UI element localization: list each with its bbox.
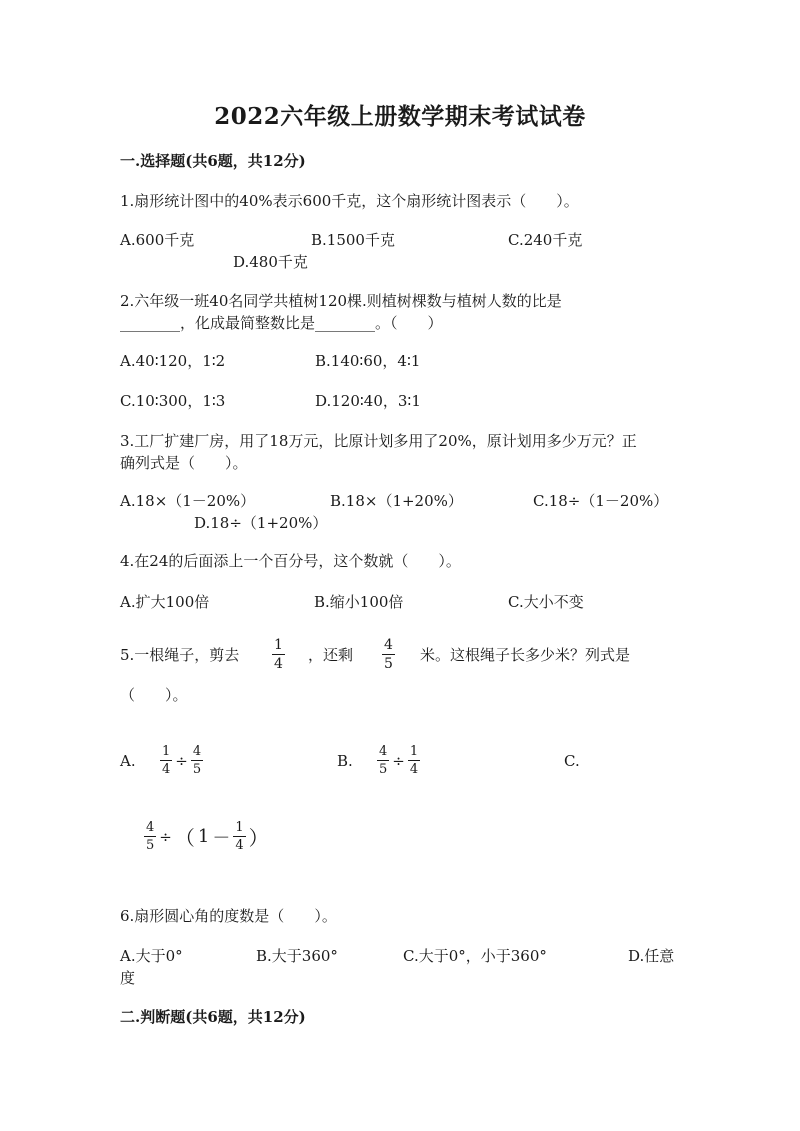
q5-fraction-four-fifths bbox=[382, 638, 395, 671]
q3-option-b: B.18×（1+20%） bbox=[330, 492, 463, 510]
section-1-heading: 一.选择题(共6题，共12分) bbox=[120, 152, 306, 170]
fraction-denominator: 4 bbox=[235, 838, 244, 853]
minus-sign: － bbox=[212, 827, 231, 849]
q1-option-d: D.480千克 bbox=[233, 253, 308, 271]
question-6: 6.扇形圆心角的度数是（ ）。 bbox=[120, 907, 337, 925]
section-2-heading: 二.判断题(共6题，共12分) bbox=[120, 1008, 306, 1026]
q3-option-d: D.18÷（1+20%） bbox=[194, 514, 328, 532]
question-3-line-1: 3.工厂扩建厂房，用了18万元，比原计划多用了20%，原计划用多少万元？正 bbox=[120, 432, 637, 450]
question-1: 1.扇形统计图中的40%表示600千克，这个扇形统计图表示（ ）。 bbox=[120, 192, 579, 210]
fraction bbox=[408, 745, 420, 776]
q6-option-d: D.任意 bbox=[628, 947, 675, 965]
question-5-line-2: （ ）。 bbox=[120, 686, 188, 704]
page-title: 2022六年级上册数学期末考试试卷 bbox=[214, 103, 586, 130]
q2-option-a: A.40∶120，1∶2 bbox=[120, 352, 226, 370]
left-paren: （ bbox=[174, 826, 195, 850]
q1-option-c: C.240千克 bbox=[508, 231, 583, 249]
q4-option-c: C.大小不变 bbox=[508, 593, 584, 611]
fraction bbox=[191, 745, 203, 776]
fraction bbox=[233, 821, 245, 852]
question-5-part-1: 5.一根绳子，剪去 bbox=[120, 646, 240, 664]
right-paren: ） bbox=[248, 826, 269, 850]
q1-option-b: B.1500千克 bbox=[311, 231, 395, 249]
question-2-line-2: ________，化成最简整数比是________。（ ） bbox=[120, 314, 443, 332]
q5-option-b-expression bbox=[377, 745, 420, 776]
question-4: 4.在24的后面添上一个百分号，这个数就（ ）。 bbox=[120, 552, 461, 570]
q6-option-c: C.大于0°，小于360° bbox=[403, 947, 547, 965]
q5-option-a-label: A. bbox=[120, 752, 136, 770]
fraction-numerator: 1 bbox=[409, 744, 419, 759]
q1-option-a: A.600千克 bbox=[120, 231, 195, 249]
fraction bbox=[144, 821, 156, 852]
number-one: 1 bbox=[197, 826, 210, 847]
fraction-denominator: 4 bbox=[162, 762, 171, 777]
fraction-denominator: 5 bbox=[384, 656, 393, 672]
fraction-numerator: 4 bbox=[384, 637, 393, 653]
fraction-denominator: 5 bbox=[379, 762, 388, 777]
q6-option-d-wrap: 度 bbox=[120, 969, 136, 987]
q5-option-b-label: B. bbox=[337, 752, 353, 770]
q5-fraction-one-quarter bbox=[272, 638, 285, 671]
q4-option-b: B.缩小100倍 bbox=[314, 593, 404, 611]
q6-option-a: A.大于0° bbox=[120, 947, 183, 965]
q2-option-c: C.10∶300，1∶3 bbox=[120, 392, 226, 410]
fraction-numerator: 1 bbox=[235, 820, 244, 835]
fraction-denominator: 5 bbox=[192, 762, 202, 777]
fraction-denominator: 5 bbox=[146, 838, 155, 853]
fraction-numerator: 1 bbox=[162, 744, 171, 759]
divide-sign: ÷ bbox=[392, 751, 405, 770]
fraction-numerator: 4 bbox=[379, 744, 388, 759]
divide-sign: ÷ bbox=[159, 827, 172, 846]
fraction-denominator: 4 bbox=[409, 762, 419, 777]
q6-option-b: B.大于360° bbox=[256, 947, 338, 965]
fraction bbox=[377, 745, 389, 776]
q5-option-c-expression bbox=[144, 821, 269, 852]
q2-option-b: B.140∶60，4∶1 bbox=[315, 352, 421, 370]
q2-option-d: D.120∶40，3∶1 bbox=[315, 392, 421, 410]
question-5-part-2: ，还剩 bbox=[308, 646, 354, 664]
fraction bbox=[160, 745, 172, 776]
divide-sign: ÷ bbox=[175, 751, 188, 770]
q3-option-c: C.18÷（1－20%） bbox=[533, 492, 669, 510]
question-2-line-1: 2.六年级一班40名同学共植树120棵.则植树棵数与植树人数的比是 bbox=[120, 292, 562, 310]
fraction-numerator: 4 bbox=[192, 744, 202, 759]
fraction-denominator: 4 bbox=[274, 656, 283, 672]
question-5-part-3: 米。这根绳子长多少米？列式是 bbox=[420, 646, 631, 664]
fraction-numerator: 4 bbox=[146, 820, 155, 835]
q5-option-c-label: C. bbox=[564, 752, 580, 770]
q4-option-a: A.扩大100倍 bbox=[120, 593, 210, 611]
q5-option-a-expression bbox=[160, 745, 203, 776]
fraction-numerator: 1 bbox=[274, 637, 283, 653]
q3-option-a: A.18×（1－20%） bbox=[120, 492, 256, 510]
question-3-line-2: 确列式是（ ）。 bbox=[120, 454, 248, 472]
